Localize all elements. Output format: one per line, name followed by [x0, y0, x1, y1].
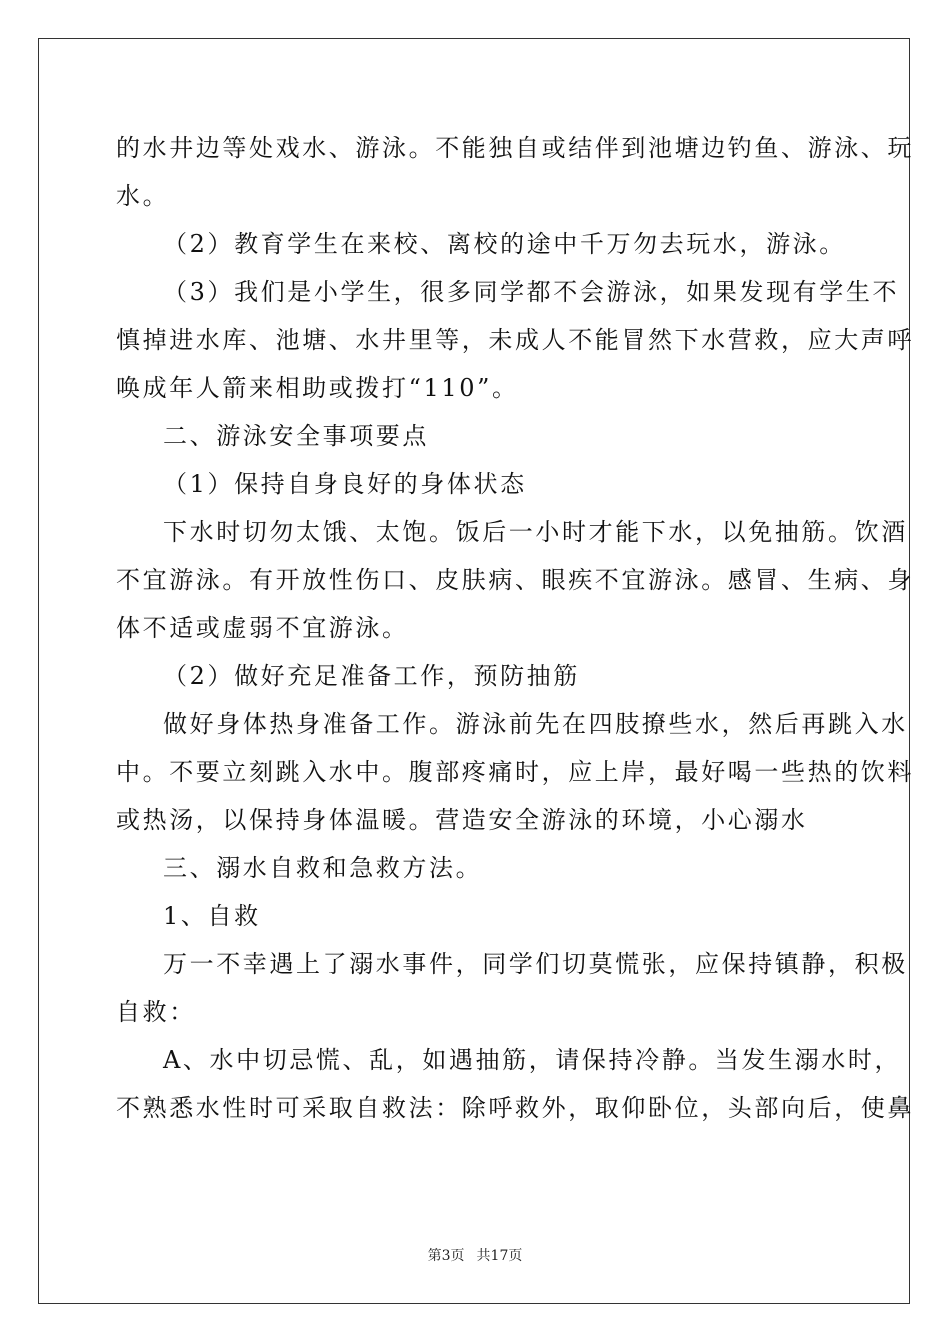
document-body	[116, 124, 914, 1132]
text-line-6: 唤成年人箭来相助或拨打“110”。	[116, 374, 519, 402]
text-line-10: 不宜游泳。有开放性伤口、皮肤病、眼疾不宜游泳。感冒、生病、身	[116, 566, 914, 594]
page-number: 第3页	[427, 1248, 465, 1264]
text-line-19: 自救：	[116, 998, 196, 1026]
text-line-2: 水。	[116, 182, 170, 210]
subheading-self-rescue: 1、自救	[163, 902, 261, 930]
text-line-18: 万一不幸遇上了溺水事件，同学们切莫慌张，应保持镇静，积极	[163, 950, 908, 978]
section-heading-3: 三、溺水自救和急救方法。	[163, 854, 483, 882]
text-line-9: 下水时切勿太饿、太饱。饭后一小时才能下水，以免抽筋。饮酒	[163, 518, 908, 546]
page-total: 共17页	[476, 1248, 523, 1264]
text-line-21: 不熟悉水性时可采取自救法：除呼救外，取仰卧位，头部向后，使鼻	[116, 1094, 914, 1122]
page-footer	[0, 1245, 950, 1265]
text-line-1: 的水井边等处戏水、游泳。不能独自或结伴到池塘边钓鱼、游泳、玩	[116, 134, 914, 162]
text-line-13: 做好身体热身准备工作。游泳前先在四肢撩些水，然后再跳入水	[163, 710, 908, 738]
text-line-11: 体不适或虚弱不宜游泳。	[116, 614, 409, 642]
subheading-body-state: （1）保持自身良好的身体状态	[163, 470, 527, 498]
section-heading-2: 二、游泳安全事项要点	[163, 422, 429, 450]
text-line-14: 中。不要立刻跳入水中。腹部疼痛时，应上岸，最好喝一些热的饮料	[116, 758, 914, 786]
text-line-5: 慎掉进水库、池塘、水井里等，未成人不能冒然下水营救，应大声呼	[116, 326, 914, 354]
text-line-4: （3）我们是小学生，很多同学都不会游泳，如果发现有学生不	[163, 278, 900, 306]
text-line-15: 或热汤，以保持身体温暖。营造安全游泳的环境，小心溺水	[116, 806, 808, 834]
text-line-20: A、水中切忌慌、乱，如遇抽筋，请保持冷静。当发生溺水时，	[163, 1046, 902, 1074]
subheading-preparation: （2）做好充足准备工作，预防抽筋	[163, 662, 580, 690]
text-line-3: （2）教育学生在来校、离校的途中千万勿去玩水，游泳。	[163, 230, 846, 258]
